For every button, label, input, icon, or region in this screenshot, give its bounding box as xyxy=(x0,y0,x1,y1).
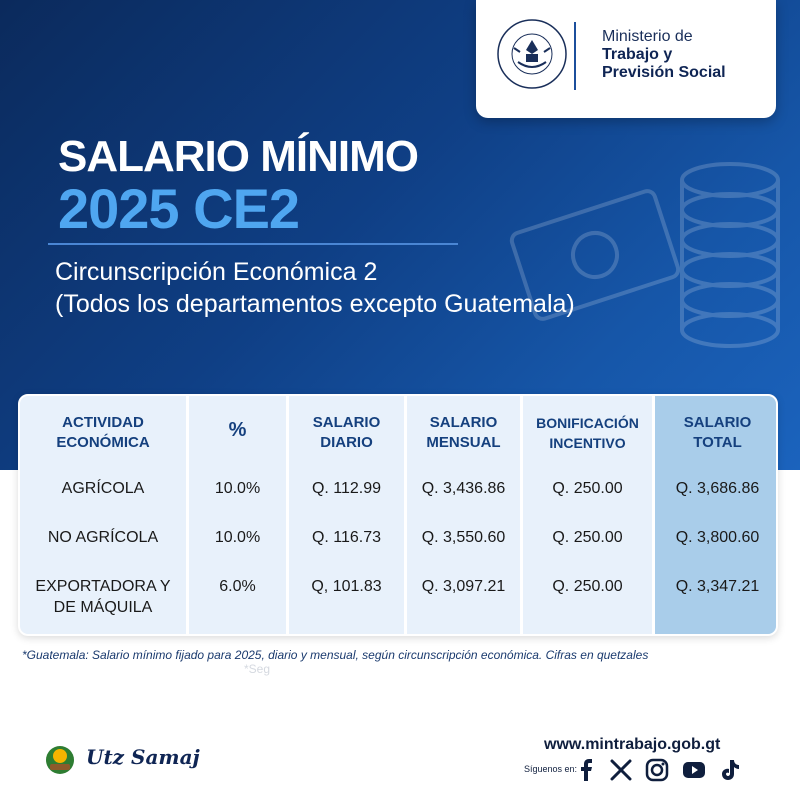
salary-table xyxy=(18,394,778,636)
row-1-total: Q. 3,686.86 xyxy=(675,480,760,497)
row-2-daily: Q. 116.73 xyxy=(311,529,382,546)
logo-divider xyxy=(574,22,576,90)
row-1-monthly: Q. 3,436.86 xyxy=(421,480,506,497)
page-title-line-1: SALARIO MÍNIMO xyxy=(58,132,418,181)
header-daily-salary: SALARIO DIARIO xyxy=(312,414,381,451)
header-total-salary: SALARIO TOTAL xyxy=(683,414,752,451)
tiktok-icon[interactable] xyxy=(716,757,742,783)
header-activity: ACTIVIDAD ECONÓMICA xyxy=(56,414,150,451)
subtitle-line-1: Circunscripción Económica 2 xyxy=(55,258,378,286)
youtube-icon[interactable] xyxy=(681,757,707,783)
subtitle-line-2: (Todos los departamentos excepto Guatemala) xyxy=(55,290,575,318)
brand-name: Utz Samaj xyxy=(86,745,200,769)
ministry-logo-card xyxy=(476,0,776,118)
row-3-monthly: Q. 3,097.21 xyxy=(421,578,506,595)
page-title-line-2: 2025 CE2 xyxy=(58,177,300,240)
row-3-bonus: Q. 250.00 xyxy=(552,578,623,595)
row-2-total: Q. 3,800.60 xyxy=(675,529,760,546)
ministry-name-line-2: Trabajo y xyxy=(602,46,673,63)
row-2-percent: 10.0% xyxy=(214,529,261,546)
facebook-icon[interactable] xyxy=(574,757,600,783)
x-icon[interactable] xyxy=(608,757,634,783)
money-stack-icon xyxy=(500,150,800,380)
row-1-activity: AGRÍCOLA xyxy=(61,480,145,497)
header-percent: % xyxy=(228,419,247,441)
header-bonus: BONIFICACIÓN INCENTIVO xyxy=(536,415,639,451)
ghost-text: *Seg xyxy=(244,662,271,676)
row-1-percent: 10.0% xyxy=(214,480,261,497)
row-3-daily: Q, 101.83 xyxy=(311,578,382,595)
instagram-icon[interactable] xyxy=(644,757,670,783)
row-2-activity: NO AGRÍCOLA xyxy=(47,529,159,546)
ministry-name-line-1: Ministerio de xyxy=(602,28,693,45)
row-3-total: Q. 3,347.21 xyxy=(675,578,760,595)
row-2-monthly: Q. 3,550.60 xyxy=(421,529,506,546)
guatemala-seal-icon xyxy=(496,18,568,90)
website-link[interactable]: www.mintrabajo.gob.gt xyxy=(544,736,721,753)
row-3-percent: 6.0% xyxy=(219,578,256,595)
follow-label: Síguenos en: xyxy=(524,764,578,774)
ministry-name-line-3: Previsión Social xyxy=(602,64,726,81)
row-3-activity: EXPORTADORA Y DE MÁQUILA xyxy=(35,578,171,616)
title-divider xyxy=(48,243,458,245)
row-1-bonus: Q. 250.00 xyxy=(552,480,623,497)
row-1-daily: Q. 112.99 xyxy=(311,480,382,497)
footnote: *Guatemala: Salario mínimo fijado para 2025, diario y mensual, según circunscripción económica. Cifras en quetzales xyxy=(22,648,649,662)
header-monthly-salary: SALARIO MENSUAL xyxy=(426,414,501,451)
row-2-bonus: Q. 250.00 xyxy=(552,529,623,546)
